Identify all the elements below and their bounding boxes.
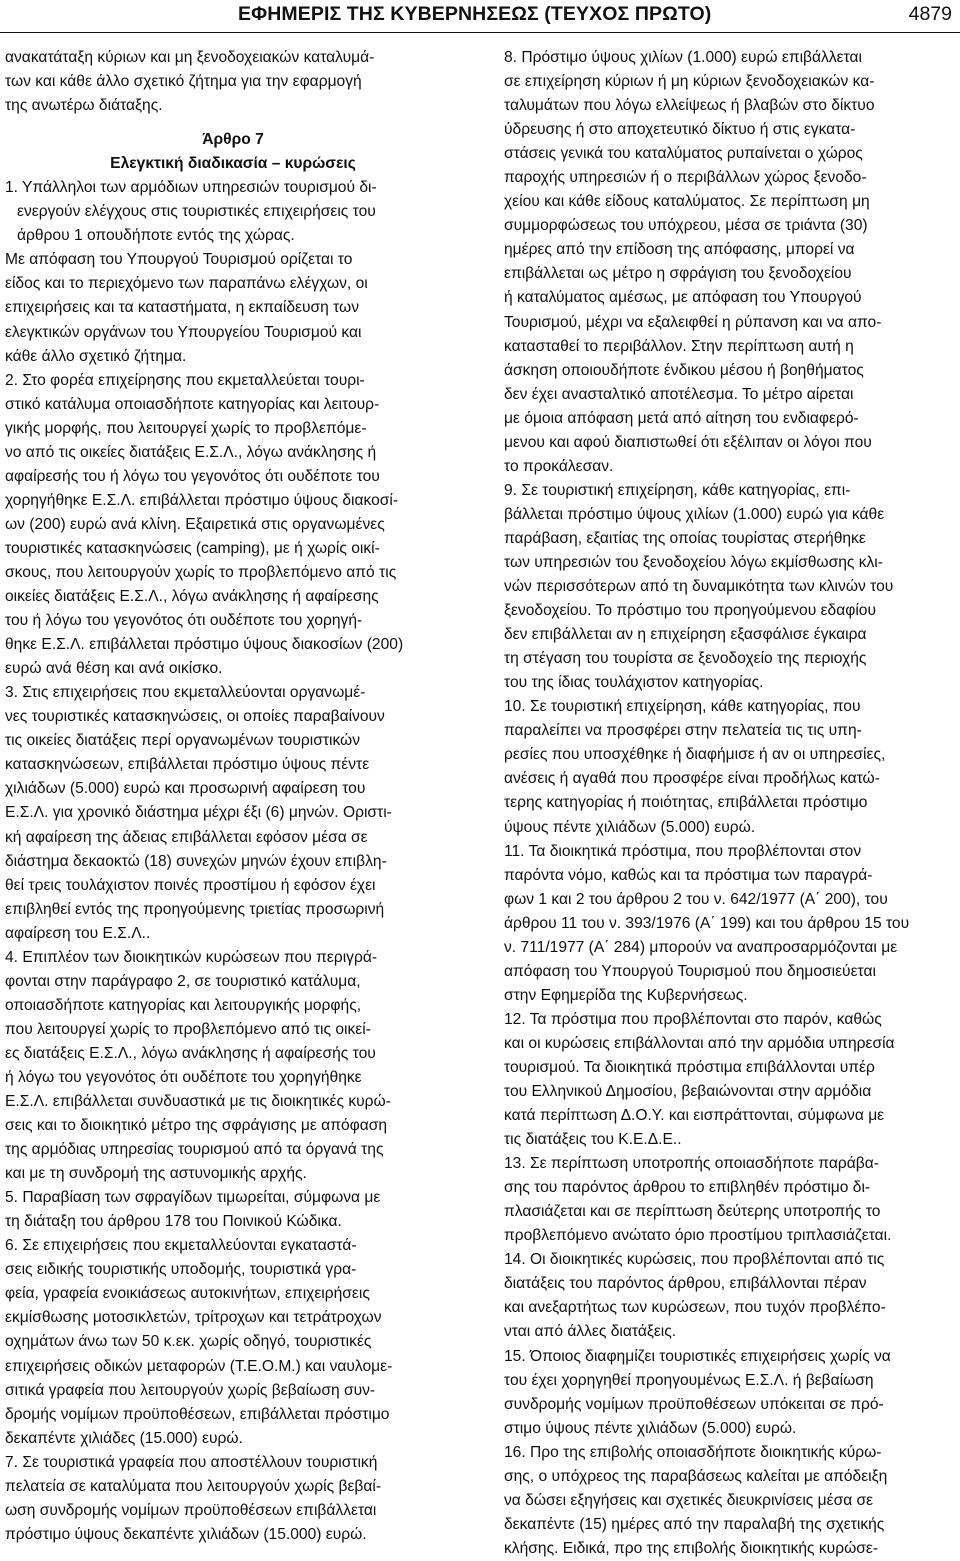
- paragraph: 12. Τα πρόστιμα που προβλέπονται στο παρόν, καθώς και οι κυρώσεις επιβάλλονται από την αρμόδια υπηρεσία τουρισμού. Τα διοικητικά πρόστιμα επιβάλλονται υπέρ του Ελληνικού Δημοσίου, βεβαιώνονται στην αρμόδια κατά περίπτωση Δ.Ο.Υ. και εισπράττονται, σύμφωνα με τις διατάξεις του Κ.Ε.Δ.Ε..: [504, 1010, 895, 1149]
- paragraph: 6. Σε επιχειρήσεις που εκμεταλλεύονται εγκαταστά- σεις ειδικής τουριστικής υποδομής, τουριστικά γρα- φεία, γραφεία ενοικιάσεως αυτοκινήτων, επιχειρήσεις εκμίσθωσης μοτοσικλετών, τρίτροχων και τετράτροχων οχημάτων άνω των 50 κ.εκ. χωρίς οδηγό, τουριστικές επιχειρήσεις οδικών μεταφορών (Τ.Ε.Ο.Μ.) και ναυλομε- σιτικά γραφεία που λειτουργούν χωρίς βεβαίωση συν- δρομής νομίμων προϋποθέσεων, επιβάλλεται πρόστιμο δεκαπέντε χιλιάδες (15.000) ευρώ.: [5, 1237, 393, 1447]
- right-column: [504, 46, 960, 1561]
- header-divider: [0, 32, 960, 33]
- page-header: [0, 0, 960, 32]
- paragraph: 9. Σε τουριστική επιχείρηση, κάθε κατηγορίας, επι- βάλλεται πρόστιμο ύψους χιλίων (1.000) ευρώ για κάθε παράβαση, εξαιτίας της οποίας τουρίστας στερήθηκε των υπηρεσιών του ξενοδοχείου λόγω εκμίσθωσης κλι- νών περισσότερων από τη δυναμικότητα των κλινών του ξενοδοχείου. Το πρόστιμο του προηγούμενου εδαφίου δεν επιβάλλεται αν η επιχείρηση εξασφάλισε έγκαιρα τη στέγαση του τουρίστα σε ξενοδοχείο της περιοχής του της ίδιας τουλάχιστον κατηγορίας.: [504, 481, 894, 692]
- paragraph: ανακατάταξη κύριων και μη ξενοδοχειακών καταλυμά- των και κάθε άλλο σχετικό ζήτημα για την εφαρμογή της ανωτέρω διάταξης.: [5, 49, 375, 115]
- paragraph: 4. Επιπλέον των διοικητικών κυρώσεων που περιγρά- φονται στην παράγραφο 2, σε τουριστικό κατάλυμα, οποιασδήποτε κατηγορίας και λειτουργικής μορφής, που λειτουργεί χωρίς το προβλεπόμενο από τις οικεί- ες διατάξεις Ε.Σ.Λ., λόγω ανάκλησης ή αφαίρεσής του ή λόγω του γεγονότος ότι ουδέποτε του χορηγήθηκε Ε.Σ.Λ. επιβάλλεται συνδυαστικά με τις διοικητικές κυρώ- σεις και το διοικητικό μέτρο της σφράγισης με απόφαση της αρμόδιας υπηρεσίας τουρισμού από τα όργανά της και με τη συνδρομή της αστυνομικής αρχής.: [5, 948, 391, 1183]
- paragraph: 15. Όποιος διαφημίζει τουριστικές επιχειρήσεις χωρίς να του έχει χορηγηθεί προηγουμένως Ε.Σ.Λ. ή βεβαίωση συνδρομής νομίμων προϋποθέσεων υπόκειται σε πρό- στιμο ύψους πέντε χιλιάδων (5.000) ευρώ.: [504, 1347, 891, 1437]
- paragraph: 13. Σε περίπτωση υποτροπής οποιασδήποτε παράβα- σης του παρόντος άρθρου το επιβληθέν πρόστιμο δι- πλασιάζεται και σε περίπτωση δεύτερης υποτροπής το προβλεπόμενο ανώτατο όριο προστίμου τριπλασιάζεται.: [504, 1155, 892, 1245]
- paragraph: 3. Στις επιχειρήσεις που εκμεταλλεύονται οργανωμέ- νες τουριστικές κατασκηνώσεις, οι οποίες παραβαίνουν τις οικείες διατάξεις περί οργανωμένων τουριστικών κατασκηνώσεων, επιβάλλεται πρόστιμο ύψους πέντε χιλιάδων (5.000) ευρώ και προσωρινή αφαίρεση του Ε.Σ.Λ. για χρονικό διάστημα μέχρι έξι (6) μηνών. Οριστι- κή αφαίρεση της άδειας επιβάλλεται εφόσον μέσα σε διάστημα δεκαοκτώ (18) συνεχών μηνών έχουν επιβλη- θεί τρεις τουλάχιστον ποινές προστίμου ή εφόσον έχει επιβληθεί εντός της προηγούμενης τριετίας προσωρινή αφαίρεση του Ε.Σ.Λ..: [5, 684, 392, 942]
- paragraph: 5. Παραβίαση των σφραγίδων τιμωρείται, σύμφωνα με τη διάταξη του άρθρου 178 του Ποινικού Κώδικα.: [5, 1189, 381, 1231]
- paragraph: 16. Προ της επιβολής οποιασδήποτε διοικητικής κύρω- σης, ο υπόχρεος της παραβάσεως καλείται με απόδειξη να δώσει εξηγήσεις και σχετικές διευκρινίσεις μέσα σε δεκαπέντε (15) ημέρες από την παραλαβή της σχετικής κλήσης. Ειδικά, προ της επιβολής διοικητικής κυρώσε-: [504, 1443, 888, 1557]
- left-column: [5, 46, 461, 1547]
- paragraph: 1. Υπάλληλοι των αρμόδιων υπηρεσιών τουρισμού δι- ενεργούν ελέγχους στις τουριστικές επιχειρήσεις του άρθρου 1 οπουδήποτε εντός της χώρας.: [5, 179, 377, 245]
- article-subtitle: Ελεγκτική διαδικασία – κυρώσεις: [110, 155, 356, 173]
- gazette-title: ΕΦΗΜΕΡΙΣ ΤΗΣ ΚΥΒΕΡΝΗΣΕΩΣ (ΤΕΥΧΟΣ ΠΡΩΤΟ): [238, 3, 712, 25]
- page-number: 4879: [908, 3, 952, 25]
- paragraph: 11. Τα διοικητικά πρόστιμα, που προβλέπονται στον παρόντα νόμο, καθώς και τα πρόστιμα των παραγρά- φων 1 και 2 του άρθρου 2 του ν. 642/1977 (Α΄ 200), του άρθρου 11 του ν. 393/1976 (Α΄ 199) και του άρθρου 15 του ν. 711/1977 (Α΄ 284) μπορούν να αναπροσαρμόζονται με απόφαση του Υπουργού Τουρισμού που δημοσιεύεται στην Εφημερίδα της Κυβερνήσεως.: [504, 842, 910, 1004]
- paragraph: 10. Σε τουριστική επιχείρηση, κάθε κατηγορίας, που παραλείπει να προσφέρει στην πελατεία τις τις υπη- ρεσίες που υποσχέθηκε ή διαφήμισε ή αν οι υπηρεσίες, ανέσεις ή αγαθά που προσφέρε είναι προδήλως κατώ- τερης κατηγορίας ή ποιότητας, επιβάλλεται πρόστιμο ύψους πέντε χιλιάδων (5.000) ευρώ.: [504, 698, 886, 836]
- paragraph: 7. Σε τουριστικά γραφεία που αποστέλλουν τουριστική πελατεία σε καταλύματα που λειτουργούν χωρίς βεβαί- ωση συνδρομής νομίμων προϋποθέσεων επιβάλλεται πρόστιμο ύψους δεκαπέντε χιλιάδων (15.000) ευρώ.: [5, 1453, 382, 1543]
- paragraph: 8. Πρόστιμο ύψους χιλίων (1.000) ευρώ επιβάλλεται σε επιχείρηση κύριων ή μη κύριων ξενοδοχειακών κα- ταλυμάτων που λόγω ελλείψεως ή βλαβών στο δίκτυο ύδρευσης ή στο αποχετευτικό δίκτυο ή στις εγκατα- στάσεις γενικά του καταλύματος ρυπαίνεται ο χώρος παροχής υπηρεσιών ή ο περιβάλλων χώρος ξενοδο- χείου και κάθε είδους καταλύματος. Σε περίπτωση μη συμμορφώσεως του υπόχρεου, μέσα σε τριάντα (30) ημέρες από την επίδοση της απόφασης, μπορεί να επιβάλλεται ως μέτρο η σφράγιση του ξενοδοχείου ή καταλύματος αμέσως, με απόφαση του Υπουργού Τουρισμού, μέχρι να εξαλειφθεί η ρύπανση και να απο- κατασταθεί το περιβάλλον. Στην περίπτωση αυτή η άσκηση οποιουδήποτε ένδικου μέσου ή βοηθήματος δεν έχει ανασταλτικό αποτέλεσμα. Το μέτρο αίρεται με όμοια απόφαση μετά από αίτηση του ενδιαφερό- μενου και αφού διαπιστωθεί ότι εξέλιπαν οι λόγοι που το προκάλεσαν.: [504, 49, 882, 475]
- article-title: Άρθρο 7: [202, 131, 264, 149]
- paragraph: Με απόφαση του Υπουργού Τουρισμού ορίζεται το είδος και το περιεχόμενο των παραπάνω ελέγχων, οι επιχειρήσεις και τα καταστήματα, η εκπαίδευση των ελεγκτικών οργάνων του Υπουργείου Τουρισμού και κάθε άλλο σχετικό ζήτημα.: [5, 251, 368, 365]
- paragraph: 14. Οι διοικητικές κυρώσεις, που προβλέπονται από τις διατάξεις του παρόντος άρθρου, επιβάλλονται πέραν και ανεξαρτήτως των κυρώσεων, που τυχόν προβλέπο- νται από άλλες διατάξεις.: [504, 1251, 886, 1341]
- paragraph: 2. Στο φορέα επιχείρησης που εκμεταλλεύεται τουρι- στικό κατάλυμα οποιασδήποτε κατηγορίας και λειτουρ- γικής μορφής, που λειτουργεί χωρίς το προβλεπόμε- νο από τις οικείες διατάξεις Ε.Σ.Λ., λόγω ανάκλησης ή αφαίρεσής του ή λόγω του γεγονότος ότι ουδέποτε του χορηγήθηκε Ε.Σ.Λ. επιβάλλεται πρόστιμο ύψους διακοσί- ων (200) ευρώ ανά κλίνη. Εξαιρετικά στις οργανωμένες τουριστικές κατασκηνώσεις (camping), με ή χωρίς οικί- σκους, που λειτουργούν χωρίς το προβλεπόμενο από τις οικείες διατάξεις Ε.Σ.Λ., λόγω ανάκλησης ή αφαίρεσης του ή λόγω του γεγονότος ότι ουδέποτε του χορηγή- θηκε Ε.Σ.Λ. επιβάλλεται πρόστιμο ύψους διακοσίων (200) ευρώ ανά θέση και ανά οικίσκο.: [5, 371, 404, 678]
